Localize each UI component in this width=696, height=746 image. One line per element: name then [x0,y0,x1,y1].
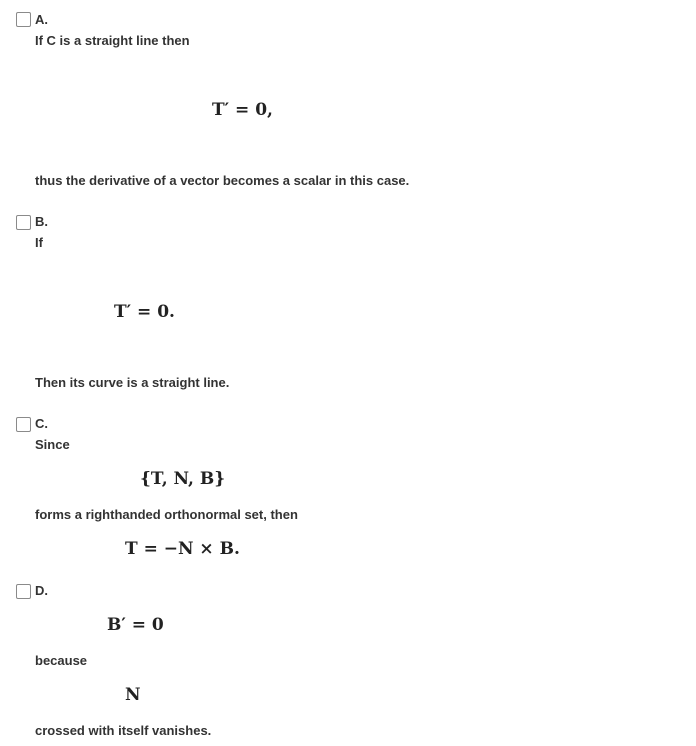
option-a-text-after: thus the derivative of a vector becomes a scalar in this case. [35,173,410,188]
option-b-checkbox[interactable] [16,215,31,230]
option-b-text-after: Then its curve is a straight line. [35,375,230,390]
option-b-letter: B. [35,214,48,229]
option-d-text-middle: because [35,653,88,668]
option-b-math: T′ = 0. [114,302,175,322]
option-c-letter: C. [35,416,48,431]
option-d-math2: N [125,685,141,705]
option-c-checkbox[interactable] [16,417,31,432]
option-c-math: {T, N, B} [140,469,226,489]
option-c-text-middle: forms a righthanded orthonormal set, then [35,507,298,522]
option-c-math2: T = −N × B. [125,539,240,559]
option-d-letter: D. [35,583,48,598]
option-d-math: B′ = 0 [107,615,164,635]
option-a-math: T′ = 0, [212,100,273,120]
option-a-letter: A. [35,12,48,27]
option-d-text-after: crossed with itself vanishes. [35,723,212,738]
option-d-checkbox[interactable] [16,584,31,599]
option-a-checkbox[interactable] [16,12,31,27]
option-b-text-before: If [35,235,43,250]
option-a-text-before: If C is a straight line then [35,33,190,48]
option-c-text-before: Since [35,437,70,452]
